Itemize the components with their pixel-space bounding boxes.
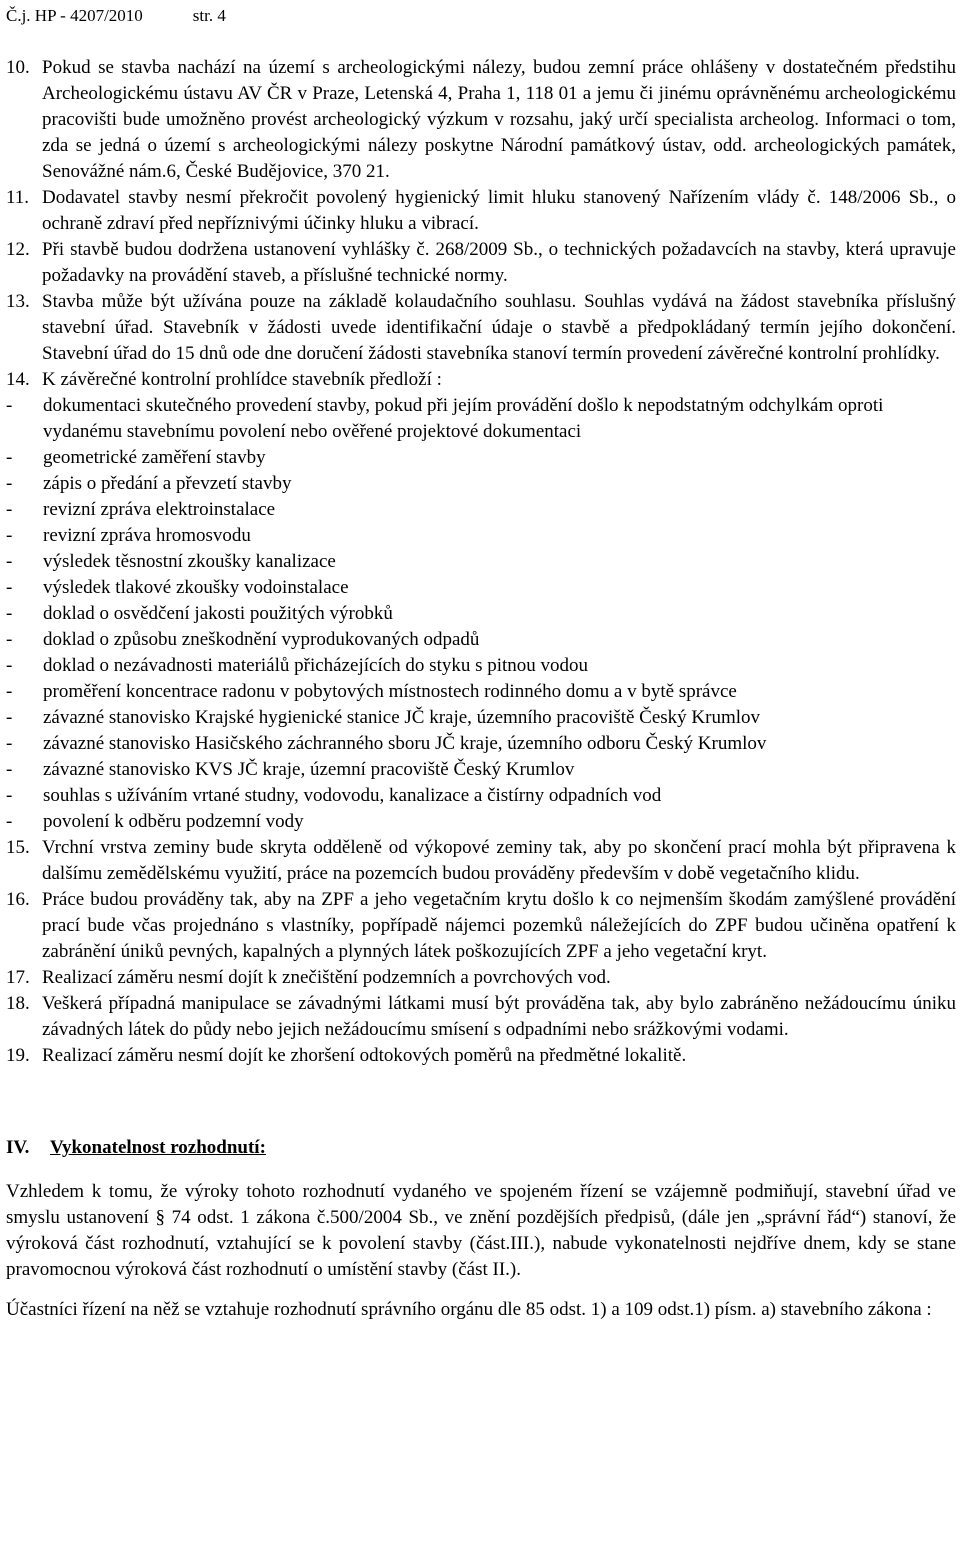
list-item bbox=[6, 627, 956, 653]
dash-bullet: - bbox=[6, 395, 13, 416]
list-item-text: výsledek těsnostní zkoušky kanalizace bbox=[43, 551, 336, 572]
condition-text: Pokud se stavba nachází na území s archeologickými nálezy, budou zemní práce ohlášeny v dostatečném předstihu Archeologickému ústavu AV ČR v Praze, Letenská 4, Praha 1, 118 01 a jemu či jinému oprávněnému archeologickému pracovišti bude umožněno provést archeologický výzkum v rozsahu, jaký určí specialista archeolog. Informaci o tom, zda se jedná o území s archeologickými nálezy poskytne Národní památkový ústav, odd. archeologických památek, Senovážné nám.6, České Budějovice, 370 21. bbox=[42, 57, 956, 182]
condition-number: 14. bbox=[6, 369, 30, 390]
dash-bullet: - bbox=[6, 759, 13, 780]
condition-text: Práce budou prováděny tak, aby na ZPF a jeho vegetačním krytu došlo k co nejmenším škodám zamýšlené provádění prací bude včas projednáno s vlastníky, popřípadě nájemci pozemků náležejících do ZPF budou učiněna opatření k zabránění úniků pevných, kapalných a plynných látek poškozujících ZPF a jeho vegetační kryt. bbox=[42, 889, 956, 962]
dash-bullet: - bbox=[6, 473, 13, 494]
section-heading bbox=[6, 1135, 956, 1161]
list-item bbox=[6, 731, 956, 757]
condition-text: Při stavbě budou dodržena ustanovení vyhlášky č. 268/2009 Sb., o technických požadavcích na stavby, která upravuje požadavky na provádění staveb, a příslušné technické normy. bbox=[42, 239, 956, 286]
dash-bullet: - bbox=[6, 733, 13, 754]
list-item bbox=[6, 809, 956, 835]
condition-19 bbox=[6, 1043, 956, 1069]
section-number: IV. bbox=[6, 1137, 30, 1158]
list-item-text: revizní zpráva elektroinstalace bbox=[43, 499, 276, 520]
list-item bbox=[6, 523, 956, 549]
list-item-text: závazné stanovisko KVS JČ kraje, územní pracoviště Český Krumlov bbox=[43, 759, 575, 780]
list-item-text: závazné stanovisko Hasičského záchranného sboru JČ kraje, územního odboru Český Krumlov bbox=[43, 733, 767, 754]
list-item bbox=[6, 393, 956, 445]
list-item-text: povolení k odběru podzemní vody bbox=[43, 811, 304, 832]
condition-number: 12. bbox=[6, 239, 30, 260]
reference-number: Č.j. HP - 4207/2010 bbox=[6, 6, 143, 25]
condition-intro: K závěrečné kontrolní prohlídce stavebník předloží : bbox=[42, 369, 442, 390]
list-item-text: revizní zpráva hromosvodu bbox=[43, 525, 251, 546]
page-header bbox=[6, 6, 226, 26]
dash-bullet: - bbox=[6, 525, 13, 546]
condition-16 bbox=[6, 887, 956, 965]
dash-bullet: - bbox=[6, 551, 13, 572]
condition-17 bbox=[6, 965, 956, 991]
condition-number: 11. bbox=[6, 187, 30, 208]
list-item-text: doklad o způsobu zneškodnění vyprodukovaných odpadů bbox=[43, 629, 480, 650]
condition-18 bbox=[6, 991, 956, 1043]
section-title: Vykonatelnost rozhodnutí: bbox=[50, 1137, 266, 1158]
dash-bullet: - bbox=[6, 655, 13, 676]
condition-number: 17. bbox=[6, 967, 30, 988]
list-item-text: doklad o osvědčení jakosti použitých výrobků bbox=[43, 603, 393, 624]
condition-number: 18. bbox=[6, 993, 30, 1014]
list-item bbox=[6, 679, 956, 705]
list-item bbox=[6, 471, 956, 497]
list-item-text: doklad o nezávadnosti materiálů přicházejících do styku s pitnou vodou bbox=[43, 655, 589, 676]
list-item bbox=[6, 653, 956, 679]
condition-number: 16. bbox=[6, 889, 30, 910]
list-item-text: proměření koncentrace radonu v pobytových místnostech rodinného domu a v bytě správce bbox=[43, 681, 737, 702]
condition-text: Vrchní vrstva zeminy bude skryta odděleně od výkopové zeminy tak, aby po skončení prací mohla být připravena k dalšímu zemědělskému využití, práce na pozemcích budou prováděny především v době vegetačního klidu. bbox=[42, 837, 956, 884]
conditions-list-a bbox=[6, 55, 956, 367]
dash-bullet: - bbox=[6, 707, 13, 728]
condition-text: Veškerá případná manipulace se závadnými látkami musí být prováděna tak, aby bylo zabráněno nežádoucímu úniku závadných látek do půdy nebo jejich nežádoucímu smísení s odpadními nebo srážkovými vodami. bbox=[42, 993, 956, 1040]
condition-number: 19. bbox=[6, 1045, 30, 1066]
list-item bbox=[6, 575, 956, 601]
list-item-text: zápis o předání a převzetí stavby bbox=[43, 473, 292, 494]
condition-13 bbox=[6, 289, 956, 367]
condition-11 bbox=[6, 185, 956, 237]
list-item bbox=[6, 783, 956, 809]
required-documents-list bbox=[6, 393, 956, 835]
section-paragraph-2: Účastníci řízení na něž se vztahuje rozhodnutí správního orgánu dle 85 odst. 1) a 109 odst.1) písm. a) stavebního zákona : bbox=[6, 1299, 932, 1320]
condition-text: Stavba může být užívána pouze na základě kolaudačního souhlasu. Souhlas vydává na žádost stavebníka příslušný stavební úřad. Stavebník v žádosti uvede identifikační údaje o stavbě a předpokládaný termín jejího dokončení. Stavební úřad do 15 dnů ode dne doručení žádosti stavebníka stanoví termín provedení závěrečné kontrolní prohlídky. bbox=[42, 291, 956, 364]
dash-bullet: - bbox=[6, 447, 13, 468]
page-number: str. 4 bbox=[192, 6, 226, 25]
list-item bbox=[6, 497, 956, 523]
condition-10 bbox=[6, 55, 956, 185]
condition-number: 13. bbox=[6, 291, 30, 312]
document-body bbox=[6, 55, 956, 1323]
list-item-text: výsledek tlakové zkoušky vodoinstalace bbox=[43, 577, 349, 598]
list-item bbox=[6, 757, 956, 783]
dash-bullet: - bbox=[6, 811, 13, 832]
condition-15 bbox=[6, 835, 956, 887]
condition-number: 10. bbox=[6, 57, 30, 78]
list-item-text: geometrické zaměření stavby bbox=[43, 447, 266, 468]
condition-text: Realizací záměru nesmí dojít ke zhoršení odtokových poměrů na předmětné lokalitě. bbox=[42, 1045, 687, 1066]
dash-bullet: - bbox=[6, 785, 13, 806]
dash-bullet: - bbox=[6, 577, 13, 598]
dash-bullet: - bbox=[6, 681, 13, 702]
list-item-text: závazné stanovisko Krajské hygienické stanice JČ kraje, územního pracoviště Český Krumlov bbox=[43, 707, 761, 728]
condition-12 bbox=[6, 237, 956, 289]
dash-bullet: - bbox=[6, 603, 13, 624]
dash-bullet: - bbox=[6, 499, 13, 520]
list-item bbox=[6, 601, 956, 627]
conditions-list-b bbox=[6, 835, 956, 1069]
condition-text: Realizací záměru nesmí dojít k znečištění podzemních a povrchových vod. bbox=[42, 967, 611, 988]
list-item-text: dokumentaci skutečného provedení stavby, pokud při jejím provádění došlo k nepodstatným odchylkám oproti vydanému stavebnímu povolení nebo ověřené projektové dokumentaci bbox=[43, 395, 884, 442]
list-item bbox=[6, 549, 956, 575]
condition-text: Dodavatel stavby nesmí překročit povolený hygienický limit hluku stanovený Nařízením vlády č. 148/2006 Sb., o ochraně zdraví před nepříznivými účinky hluku a vibrací. bbox=[42, 187, 956, 234]
list-item bbox=[6, 705, 956, 731]
list-item-text: souhlas s užíváním vrtané studny, vodovodu, kanalizace a čistírny odpadních vod bbox=[43, 785, 662, 806]
section-paragraph-1: Vzhledem k tomu, že výroky tohoto rozhodnutí vydaného ve spojeném řízení se vzájemně podmiňují, stavební úřad ve smyslu ustanovení § 74 odst. 1 zákona č.500/2004 Sb., ve znění pozdějších předpisů, (dále jen „správní řád“) stanoví, že výroková část rozhodnutí, vztahující se k povolení stavby (část.III.), nabude vykonatelnosti nejdříve dnem, kdy se stane pravomocnou výroková část rozhodnutí o umístění stavby (část II.). bbox=[6, 1181, 956, 1280]
list-item bbox=[6, 445, 956, 471]
condition-number: 15. bbox=[6, 837, 30, 858]
condition-14 bbox=[6, 367, 956, 393]
dash-bullet: - bbox=[6, 629, 13, 650]
